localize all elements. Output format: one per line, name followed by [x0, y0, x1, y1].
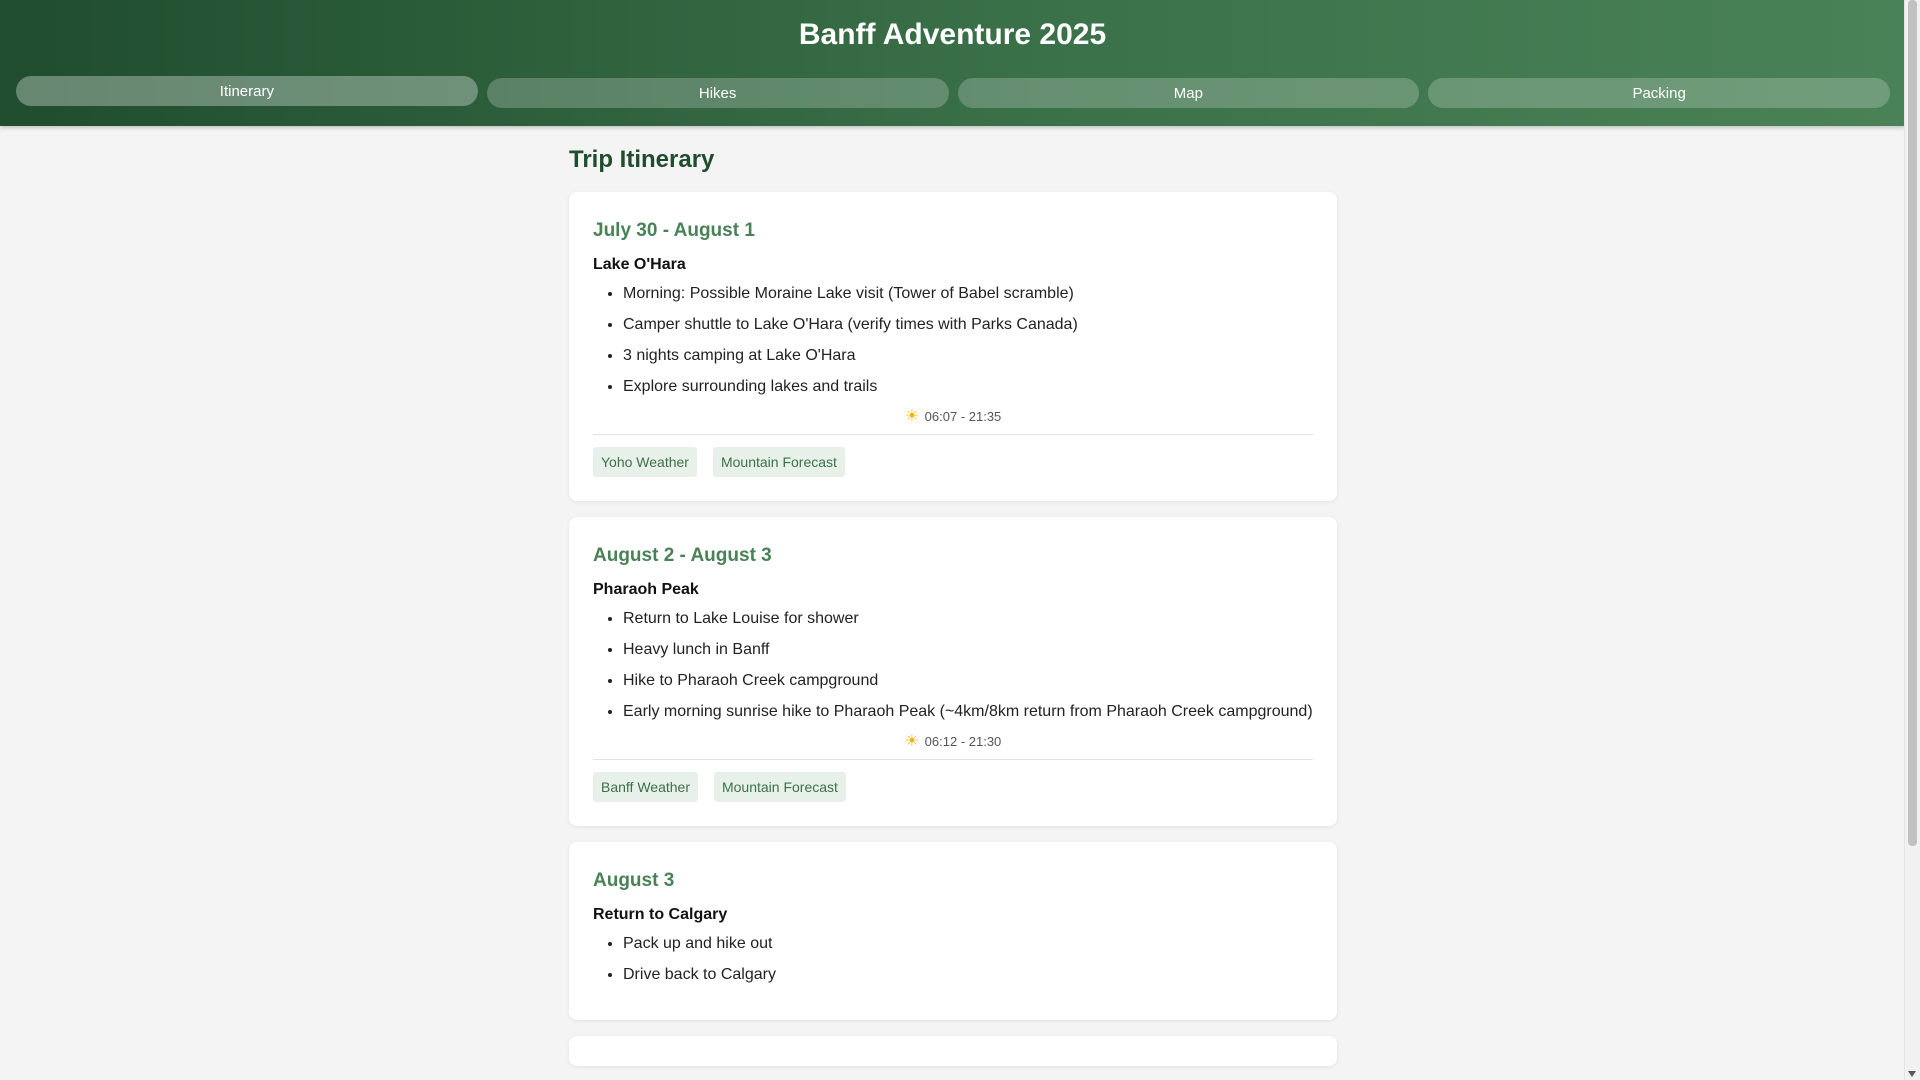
tab-map[interactable]: Map [958, 78, 1420, 108]
list-item: • Morning: Possible Moraine Lake visit (Tower of Babel scramble) [623, 284, 1313, 303]
app-header [0, 0, 1905, 126]
card-location: Pharaoh Peak [593, 581, 699, 598]
list-item: • Early morning sunrise hike to Pharaoh Peak (~4km/8km return from Pharaoh Creek campground) [623, 702, 1313, 721]
itinerary-card [569, 517, 1337, 826]
scrollbar-thumb[interactable] [1908, 0, 1917, 846]
card-location: Lake O'Hara [593, 256, 686, 273]
list-item: • 3 nights camping at Lake O'Hara [623, 346, 1313, 365]
list-item: • Camper shuttle to Lake O'Hara (verify times with Parks Canada) [623, 315, 1313, 334]
activity-list [593, 284, 1313, 396]
sun-times-text: 06:07 - 21:35 [924, 409, 1002, 424]
card-dates: July 30 - August 1 [593, 220, 755, 241]
card-dates: August 2 - August 3 [593, 545, 772, 566]
list-item: • Pack up and hike out [623, 934, 1313, 953]
banff-weather-link[interactable]: Banff Weather [593, 772, 698, 802]
sun-times-text: 06:12 - 21:30 [924, 734, 1002, 749]
itinerary-card-partial [569, 1036, 1337, 1066]
scroll-down-arrow-icon[interactable] [1908, 1071, 1916, 1077]
activity-list [593, 934, 1313, 984]
sun-times [593, 406, 1313, 435]
weather-links [593, 772, 1313, 802]
list-item: • Drive back to Calgary [623, 965, 1313, 984]
tab-hikes[interactable]: Hikes [487, 78, 949, 108]
main-nav [16, 76, 1890, 110]
page-title: Trip Itinerary [569, 146, 715, 173]
mountain-forecast-link[interactable]: Mountain Forecast [714, 772, 846, 802]
card-location: Return to Calgary [593, 906, 728, 923]
card-dates: August 3 [593, 870, 675, 891]
activity-list [593, 609, 1313, 721]
itinerary-card [569, 192, 1337, 501]
sun-icon: ☀ [904, 733, 920, 750]
app-title: Banff Adventure 2025 [798, 18, 1107, 51]
sun-times [593, 731, 1313, 760]
list-item: • Hike to Pharaoh Creek campground [623, 671, 1313, 690]
main-content [569, 126, 1337, 1066]
tab-packing[interactable]: Packing [1428, 78, 1890, 108]
tab-itinerary[interactable]: Itinerary [16, 76, 478, 106]
page-scrollbar[interactable] [1904, 0, 1920, 1080]
list-item: • Explore surrounding lakes and trails [623, 377, 1313, 396]
list-item: • Return to Lake Louise for shower [623, 609, 1313, 628]
sun-icon: ☀ [904, 408, 920, 425]
itinerary-card [569, 842, 1337, 1020]
list-item: • Heavy lunch in Banff [623, 640, 1313, 659]
mountain-forecast-link[interactable]: Mountain Forecast [713, 447, 845, 477]
yoho-weather-link[interactable]: Yoho Weather [593, 447, 697, 477]
weather-links [593, 447, 1313, 477]
